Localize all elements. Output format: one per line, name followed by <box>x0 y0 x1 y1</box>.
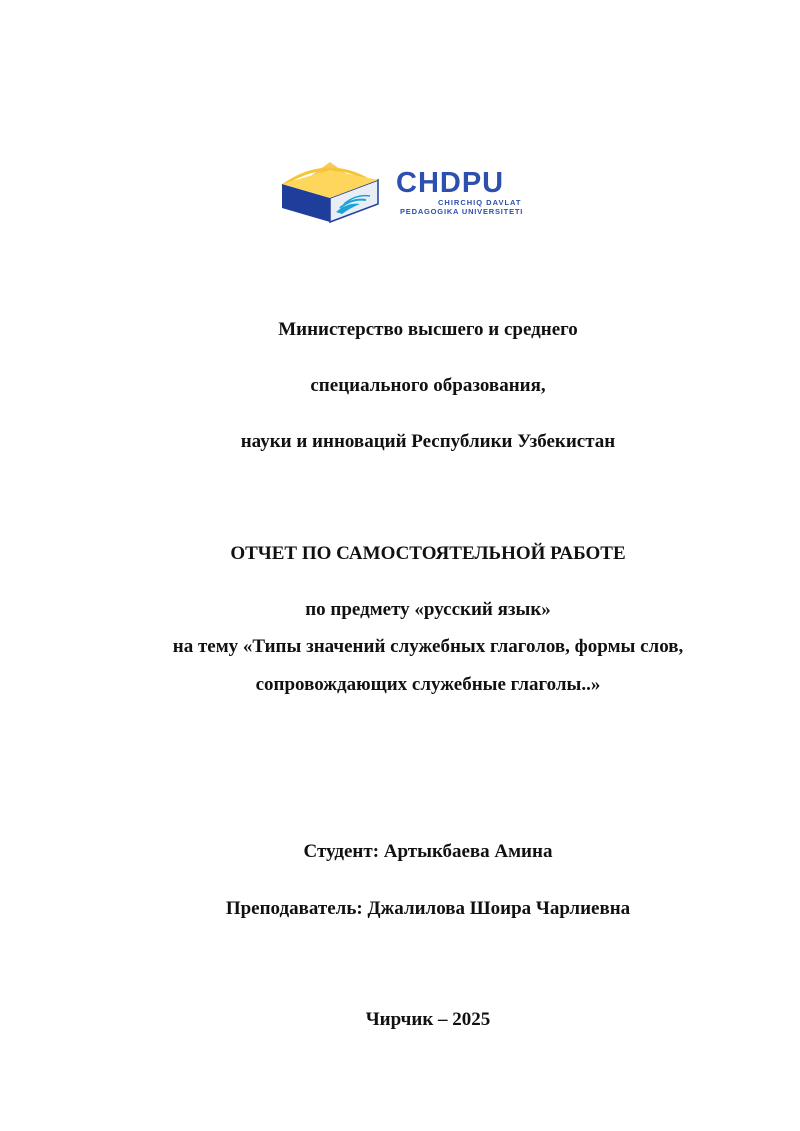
report-topic-line-2: сопровождающих служебные глаголы..» <box>255 674 601 695</box>
report-topic-line-1: на тему «Типы значений служебных глаголов, формы слов, <box>172 636 684 657</box>
city-year: Чирчик – 2025 <box>365 1009 491 1030</box>
student-name: Студент: Артыкбаева Амина <box>303 841 553 862</box>
teacher-name: Преподаватель: Джалилова Шоира Чарлиевна <box>225 898 631 919</box>
university-logo <box>278 158 584 224</box>
logo-subtitle-1: CHIRCHIQ DAVLAT <box>438 198 522 207</box>
logo-wordmark: CHDPU <box>396 167 505 199</box>
ministry-line-3: науки и инноваций Республики Узбекистан <box>240 431 616 452</box>
report-subject: по предмету «русский язык» <box>305 599 551 620</box>
ministry-line-2: специального образования, <box>310 375 546 396</box>
logo-subtitle-2: PEDAGOGIKA UNIVERSITETI <box>400 207 524 216</box>
report-title: ОТЧЕТ ПО САМОСТОЯТЕЛЬНОЙ РАБОТЕ <box>230 543 626 564</box>
ministry-line-1: Министерство высшего и среднего <box>278 319 578 340</box>
